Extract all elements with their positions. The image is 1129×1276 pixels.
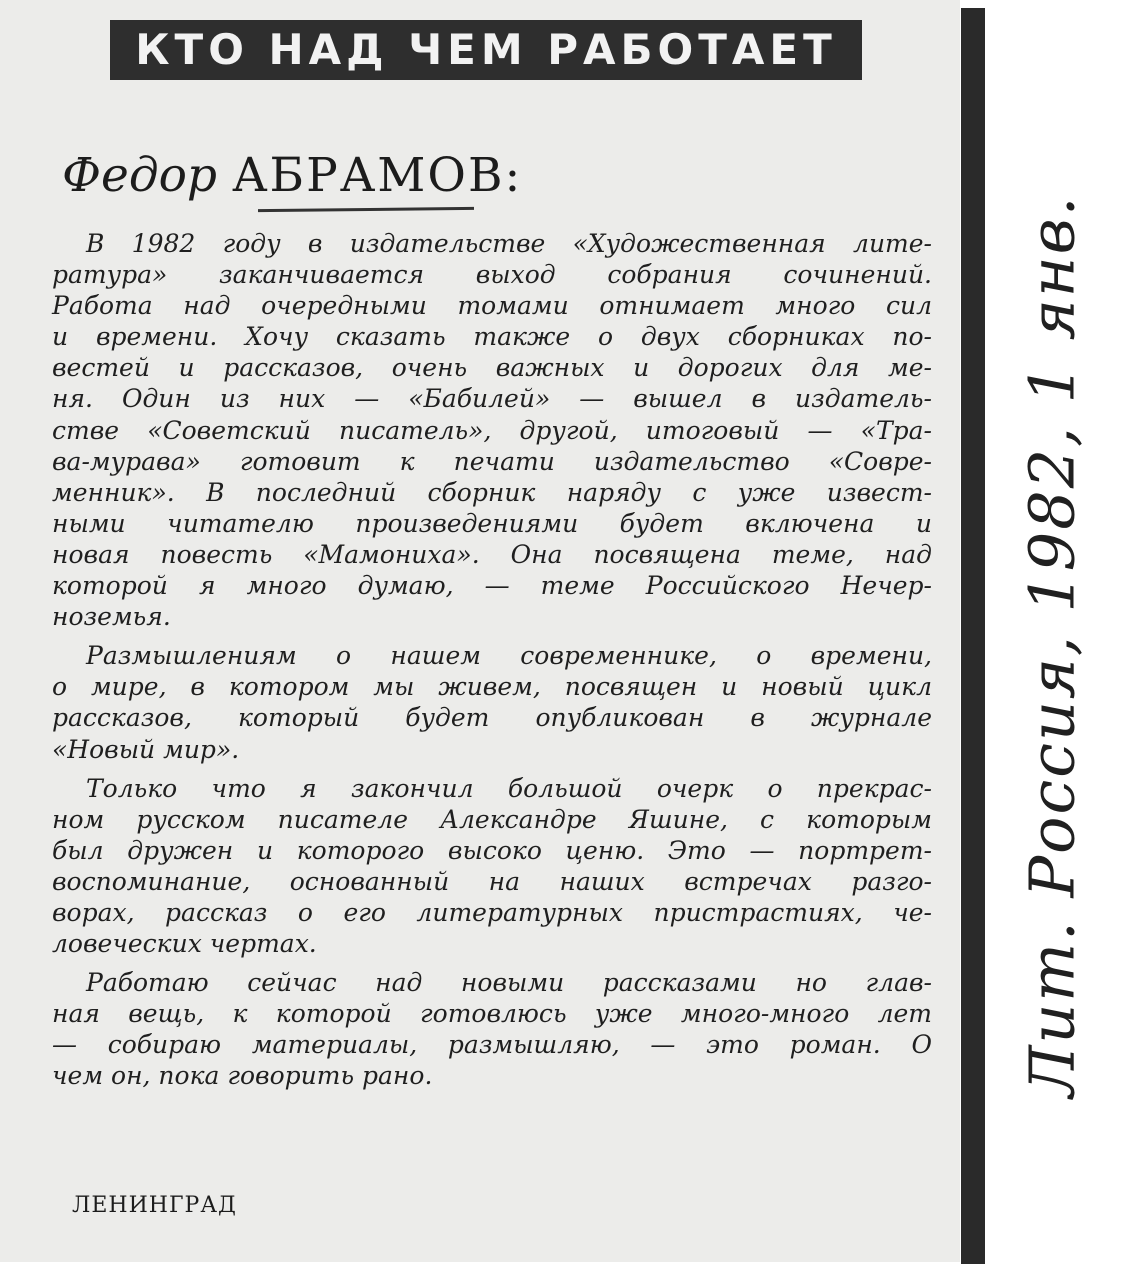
paragraph-gap [52,959,932,967]
author-first-name: Федор [62,148,217,203]
article-line: В 1982 году в издательстве «Художественная лите- [86,229,932,258]
paragraph-gap [52,632,932,640]
article-line: Работаю сейчас над новыми рассказами но глав- [86,968,932,998]
article-line: ная вещь, к которой готовлюсь уже много-много лет [52,999,932,1029]
article-line: ратура» заканчивается выход собрания сочинений. [52,260,932,290]
article-line: вестей и рассказов, очень важных и дорогих для ме- [52,353,932,383]
article-line: ноземья. [52,602,171,632]
article-paragraph [52,967,932,1091]
article-paragraph [52,228,932,632]
article-line: Только что я закончил большой очерк о прекрас- [86,773,932,803]
article-line: ловеческих чертах. [52,929,317,959]
handwritten-source-note: Лит. Россия, 1982, 1 янв. [1015,194,1089,1098]
article-line: ном русском писателе Александре Яшине, с которым [52,804,932,834]
author-heading [62,148,522,203]
article-paragraph [52,640,932,764]
paragraph-gap [52,765,932,773]
article-line: Размышлениям о нашем современнике, о времени, [86,641,932,671]
article-line: Работа над очередными томами отнимает много сил [52,291,932,321]
article-line: ными читателю произведениями будет включена и [52,508,932,538]
article-line: ворах, рассказ о его литературных пристрастиях, че- [52,897,932,927]
rubric-banner: КТО НАД ЧЕМ РАБОТАЕТ [110,20,862,80]
article-line: о мире, в котором мы живем, посвящен и новый цикл [52,672,932,702]
dateline: ЛЕНИНГРАД [72,1193,237,1218]
article-line: и времени. Хочу сказать также о двух сборниках по- [52,322,932,352]
article-paragraph [52,773,932,960]
article-body [52,228,932,1092]
column-rule [961,8,985,1264]
article-line: новая повесть «Мамониха». Она посвящена теме, над [52,539,932,569]
article-line: чем он, пока говорить рано. [52,1061,433,1091]
article-line: ва-мурава» готовит к печати издательство «Совре- [52,446,932,476]
article-line: воспоминание, основанный на наших встречах разго- [52,866,932,896]
article-line: менник». В последний сборник наряду с уже извест- [52,477,932,507]
article-line: которой я много думаю, — теме Российского Нечер- [52,571,932,601]
author-last-name: АБРАМОВ: [231,148,523,203]
article-line: был дружен и которого высоко ценю. Это — портрет- [52,835,932,865]
article-line: стве «Советский писатель», другой, итоговый — «Тра- [52,415,932,445]
article-line: — собираю материалы, размышляю, — это роман. О [52,1030,932,1060]
article-line: рассказов, который будет опубликован в журнале [52,703,932,733]
article-line: «Новый мир». [52,734,240,764]
article-line: ня. Один из них — «Бабилей» — вышел в издатель- [52,384,932,414]
